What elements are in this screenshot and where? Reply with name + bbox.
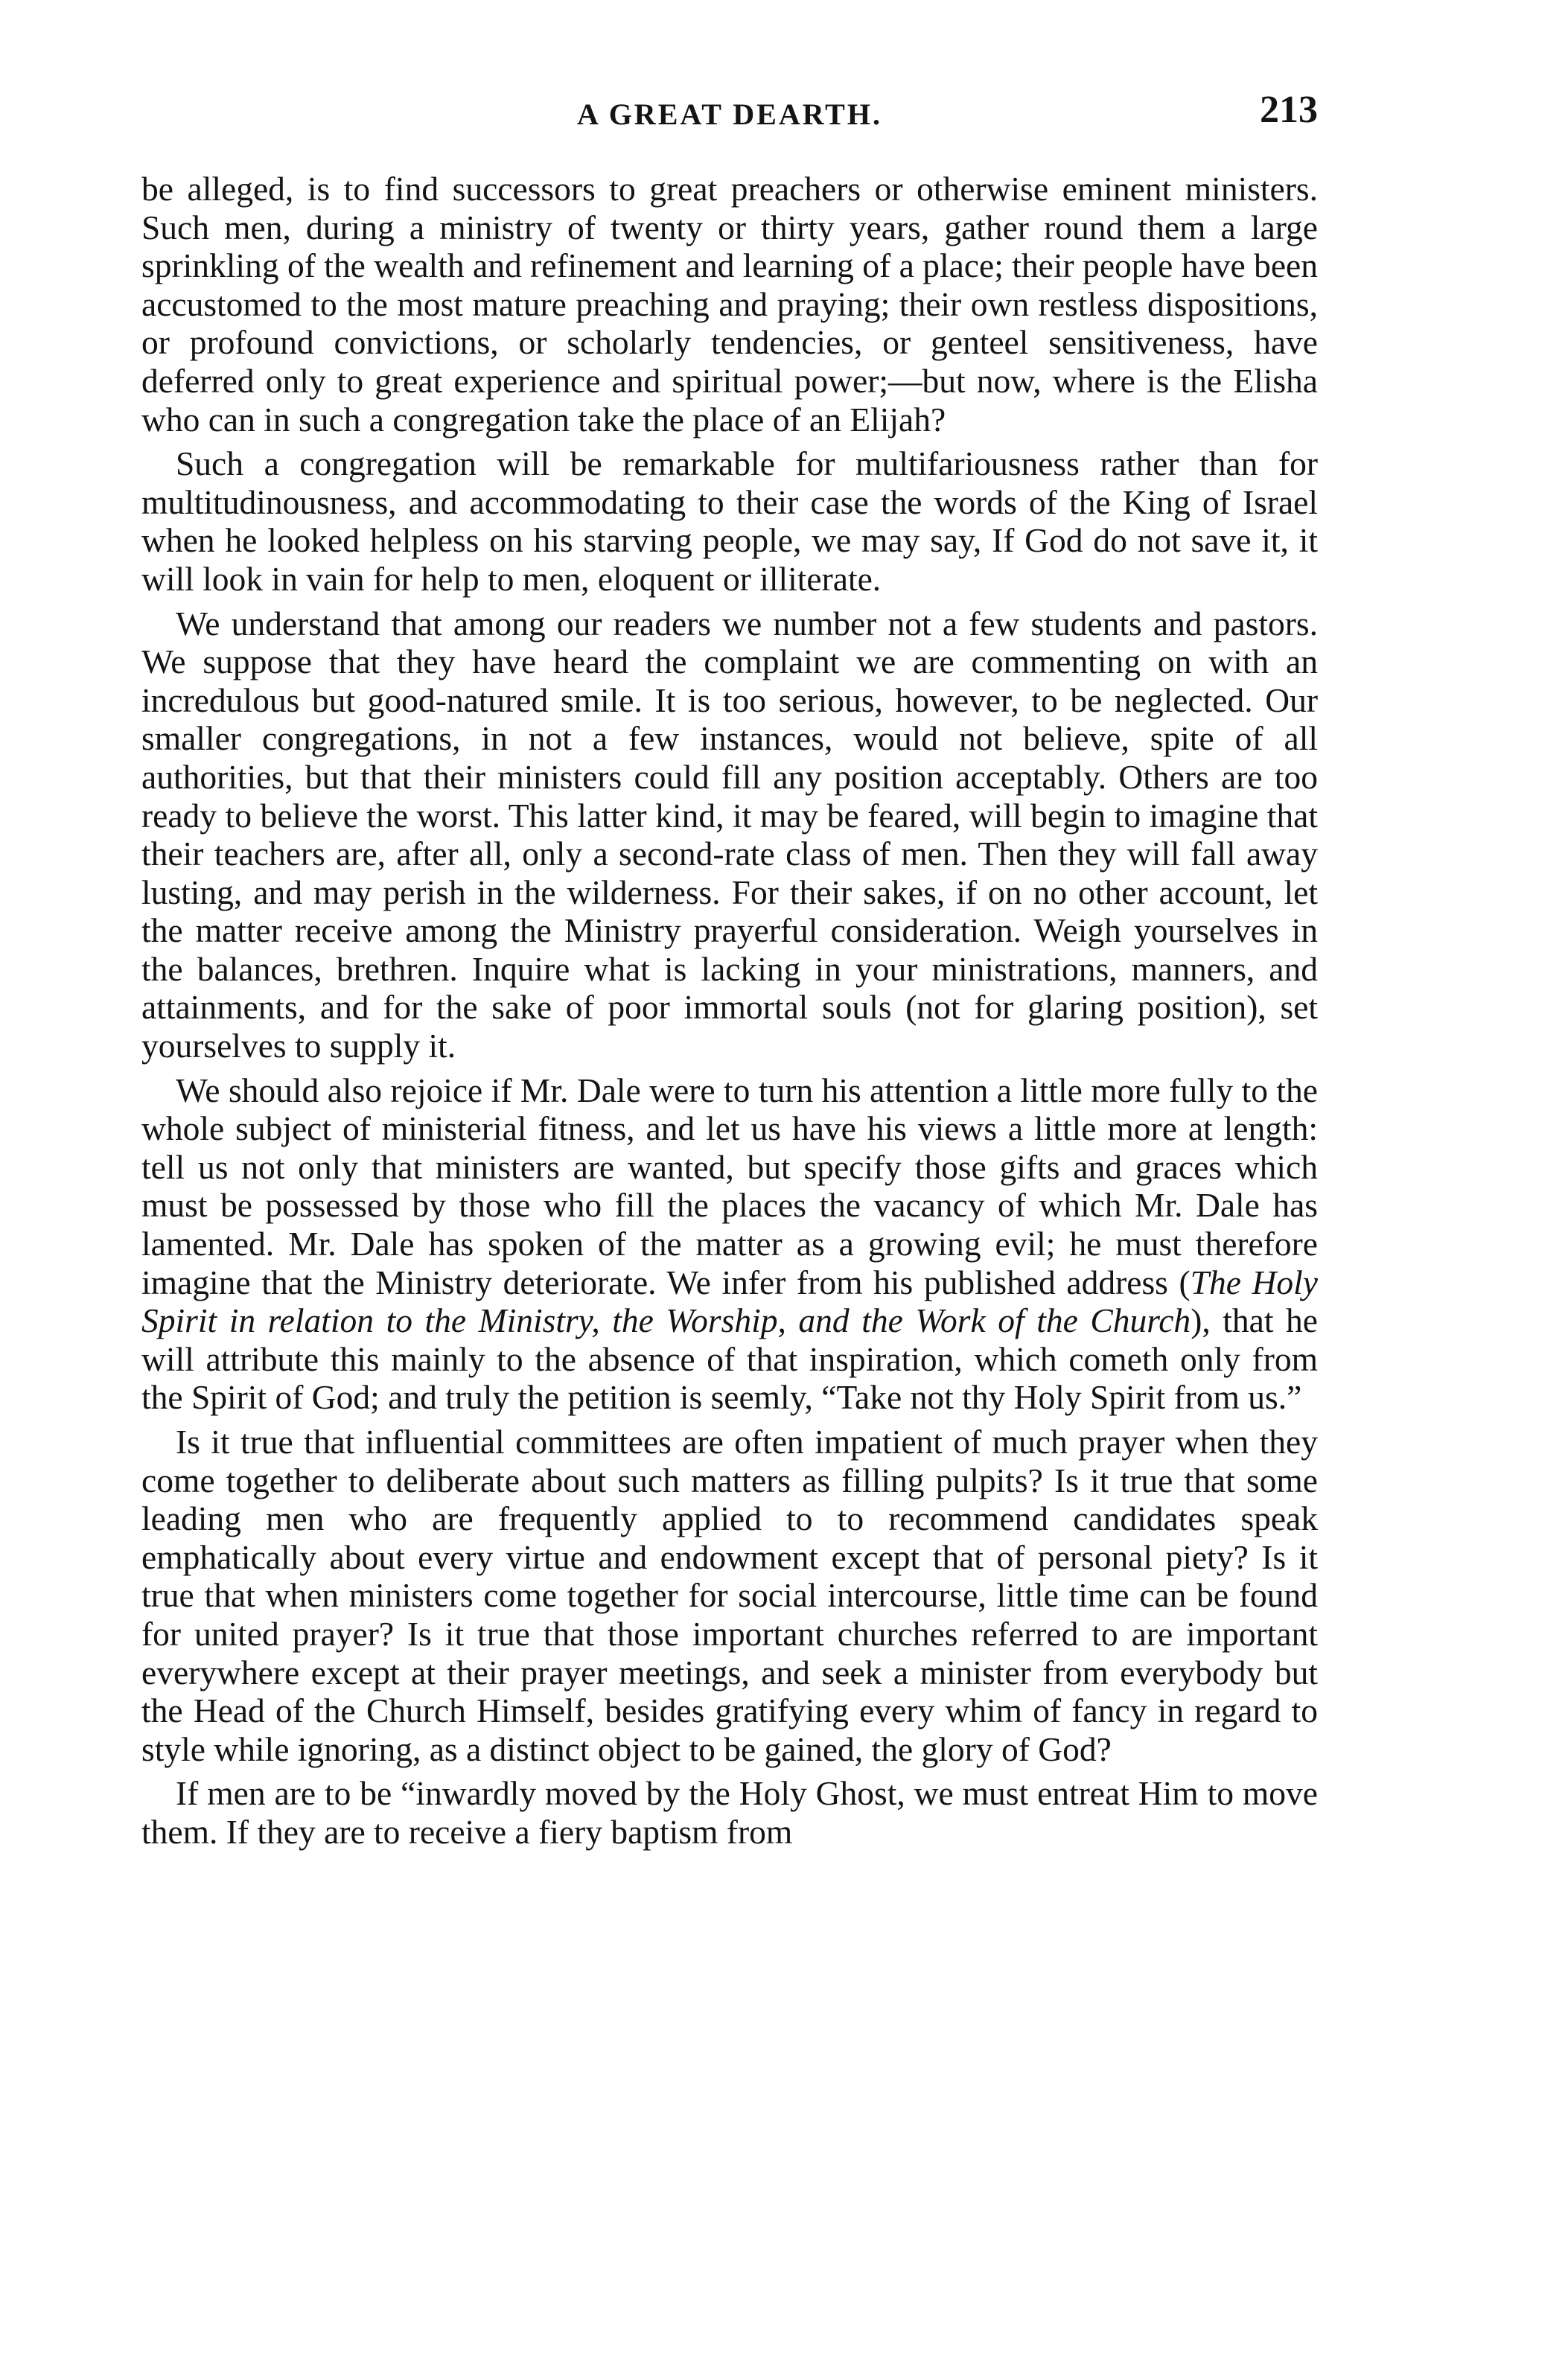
paragraph: Such a congregation will be remarkable for multifariousness rather than for multitudinousness, and accommodating to their case the words of the King of Israel when he looked helpless on his starving people, we may say, If God do not save it, it will look in vain for help to men, eloquent or illiterate. xyxy=(141,444,1318,598)
body-text xyxy=(141,170,1318,1852)
page-number: 213 xyxy=(1260,89,1318,131)
paragraph-with-title xyxy=(141,1071,1318,1417)
running-head xyxy=(141,88,1318,147)
paragraph: Is it true that influential committees are often impatient of much prayer when they come together to deliberate about such matters as filling pulpits? Is it true that some leading men who are frequently applied to to recommend candidates speak emphatically about every virtue and endowment except that of personal piety? Is it true that when ministers come together for social intercourse, little time can be found for united prayer? Is it true that those important churches referred to are important everywhere except at their prayer meetings, and seek a minister from everybody but the Head of the Church Himself, besides gratifying every whim of fancy in regard to style while ignoring, as a distinct object to be gained, the glory of God? xyxy=(141,1423,1318,1768)
paragraph: We understand that among our readers we number not a few students and pastors. We suppose that they have heard the complaint we are commenting on with an incredulous but good-natured smile. It is too serious, however, to be neglected. Our smaller congregations, in not a few instances, would not believe, spite of all authorities, but that their ministers could fill any position acceptably. Others are too ready to believe the worst. This latter kind, it may be feared, will begin to imagine that their teachers are, after all, only a second-rate class of men. Then they will fall away lusting, and may perish in the wilderness. For their sakes, if on no other account, let the matter receive among the Ministry prayerful consideration. Weigh yourselves in the balances, brethren. Inquire what is lacking in your ministrations, manners, and attainments, and for the sake of poor immortal souls (not for glaring position), set yourselves to supply it. xyxy=(141,604,1318,1065)
paragraph: If men are to be “inwardly moved by the Holy Ghost, we must entreat Him to move them. If they are to receive a fiery baptism from xyxy=(141,1774,1318,1851)
running-title: A GREAT DEARTH. xyxy=(577,98,882,131)
book-title-italic: The Holy Spirit in relation to the Ministry, the Worship, and the Work of the Church xyxy=(141,1263,1318,1340)
paragraph-text: ), that he will attribute this mainly to the absence of that inspiration, which cometh only from the Spirit of God; and truly the petition is seemly, “Take not thy Holy Spirit from us.” xyxy=(141,1301,1319,1417)
paragraph-continuation: be alleged, is to find successors to great preachers or otherwise eminent ministers. Such men, during a ministry of twenty or thirty years, gather round them a large sprinkling of the wealth and refinement and learning of a place; their people have been accustomed to the most mature preaching and praying; their own restless dispositions, or profound convictions, or scholarly tendencies, or genteel sensitiveness, have deferred only to great experience and spiritual power;—but now, where is the Elisha who can in such a congregation take the place of an Elijah? xyxy=(141,170,1318,439)
paragraph-text: We should also rejoice if Mr. Dale were to turn his attention a little more fully to the whole subject of ministerial fitness, and let us have his views a little more at length: tell us not only that ministers are wanted, but specify those gifts and graces which must be possessed by those who fill the places the vacancy of which Mr. Dale has lamented. Mr. Dale has spoken of the matter as a growing evil; he must therefore imagine that the Ministry deteriorate. We infer from his published address ( xyxy=(141,1071,1318,1301)
